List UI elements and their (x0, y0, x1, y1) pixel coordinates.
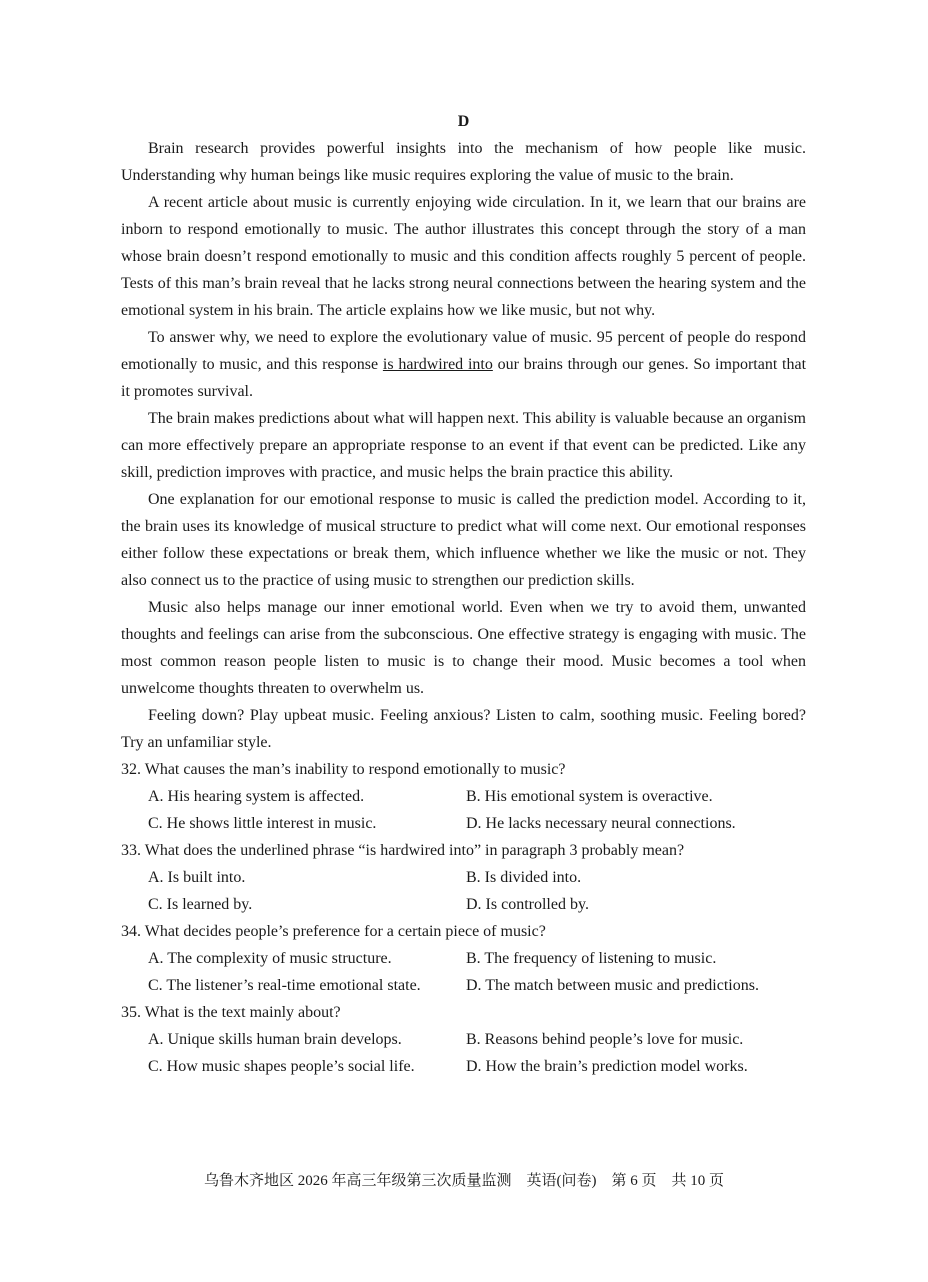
question-options (121, 945, 806, 999)
passage (121, 135, 806, 756)
option-a: A. The complexity of music structure. (148, 950, 392, 967)
question-stem: 32. What causes the man’s inability to respond emotionally to music? (121, 761, 566, 778)
paragraph-2: A recent article about music is currently enjoying wide circulation. In it, we learn that our brains are inborn to respond emotionally to music. The author illustrates this concept through the story of a man whose brain doesn’t respond emotionally to music and this condition affects roughly 5 percent of people. Tests of this man’s brain reveal that he lacks strong neural connections between the hearing system and the emotional system in his brain. The article explains how we like music, but not why. (121, 194, 806, 319)
option-c: C. He shows little interest in music. (148, 815, 377, 832)
option-a: A. His hearing system is affected. (148, 788, 365, 805)
paragraph-7: Feeling down? Play upbeat music. Feeling anxious? Listen to calm, soothing music. Feeling bored? Try an unfamiliar style. (121, 707, 806, 751)
question-33 (121, 837, 806, 918)
option-d: D. How the brain’s prediction model works. (466, 1058, 748, 1075)
question-stem: 35. What is the text mainly about? (121, 1004, 341, 1021)
question-options (121, 1026, 806, 1080)
question-options (121, 783, 806, 837)
section-title: D (457, 113, 470, 130)
paragraph-3-before: To answer why, we need to explore the evolutionary value of music. 95 percent of people do respond emotionally to music, and this response (121, 329, 806, 373)
option-b: B. Is divided into. (466, 869, 582, 886)
question-stem: 34. What decides people’s preference for a certain piece of music? (121, 923, 546, 940)
question-35 (121, 999, 806, 1080)
exam-page (121, 108, 806, 1080)
paragraph-3 (121, 324, 806, 405)
question-stem: 33. What does the underlined phrase “is hardwired into” in paragraph 3 probably mean? (121, 842, 685, 859)
option-b: B. Reasons behind people’s love for music. (466, 1031, 744, 1048)
paragraph-4: The brain makes predictions about what will happen next. This ability is valuable because an organism can more effectively prepare an appropriate response to an event if that event can be predicted. Like any skill, prediction improves with practice, and music helps the brain practice this ability. (121, 410, 806, 481)
paragraph-3-after: our brains through our genes. So important that it promotes survival. (121, 356, 807, 400)
page-footer: 乌鲁木齐地区 2026 年高三年级第三次质量监测 英语(问卷) 第 6 页 共 10 页 (204, 1173, 724, 1189)
option-a: A. Is built into. (148, 869, 246, 886)
paragraph-5: One explanation for our emotional response to music is called the prediction model. According to it, the brain uses its knowledge of musical structure to predict what will come next. Our emotional responses either follow these expectations or break them, which influence whether we like the music or not. They also connect us to the practice of using music to strengthen our prediction skills. (121, 491, 806, 589)
option-c: C. Is learned by. (148, 896, 253, 913)
underlined-phrase: is hardwired into (382, 356, 493, 373)
paragraph-6: Music also helps manage our inner emotional world. Even when we try to avoid them, unwanted thoughts and feelings can arise from the subconscious. One effective strategy is engaging with music. The most common reason people listen to music is to change their mood. Music becomes a tool when unwelcome thoughts threaten to overwhelm us. (121, 599, 806, 697)
paragraph-1: Brain research provides powerful insights into the mechanism of how people like music. Understanding why human beings like music requires exploring the value of music to the brain. (121, 140, 806, 184)
option-d: D. He lacks necessary neural connections. (466, 815, 736, 832)
question-32 (121, 756, 806, 837)
option-b: B. The frequency of listening to music. (466, 950, 717, 967)
option-c: C. How music shapes people’s social life. (148, 1058, 415, 1075)
question-options (121, 864, 806, 918)
question-34 (121, 918, 806, 999)
option-d: D. The match between music and predictions. (466, 977, 759, 994)
option-d: D. Is controlled by. (466, 896, 589, 913)
option-b: B. His emotional system is overactive. (466, 788, 713, 805)
option-c: C. The listener’s real-time emotional state. (148, 977, 421, 994)
option-a: A. Unique skills human brain develops. (148, 1031, 402, 1048)
